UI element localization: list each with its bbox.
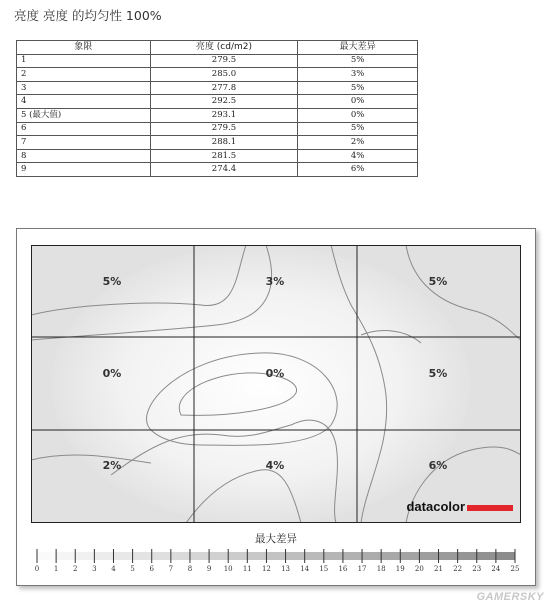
scale-tick-label: 6	[149, 565, 154, 573]
scale-segment	[362, 552, 382, 560]
cell-8-value: 4%	[265, 459, 285, 472]
logo-text: datacolor	[406, 499, 465, 514]
cell-4-value: 0%	[102, 367, 122, 380]
scale-segment	[439, 552, 459, 560]
scale-segment	[381, 552, 401, 560]
scale-tick-label: 1	[53, 565, 59, 573]
cell-max-difference: 5%	[298, 122, 418, 136]
scale-tick-label: 18	[376, 565, 386, 573]
cell-max-difference: 4%	[298, 149, 418, 163]
header-max-difference: 最大差异	[298, 41, 418, 55]
scale-tick-label: 23	[472, 565, 482, 573]
cell-luminance: 279.5	[150, 122, 298, 136]
scale-tick-label: 16	[338, 565, 348, 573]
difference-scale	[31, 547, 521, 581]
cell-quadrant: 9	[17, 163, 151, 177]
cell-quadrant: 6	[17, 122, 151, 136]
scale-segment	[286, 552, 306, 560]
datacolor-logo	[406, 499, 513, 514]
scale-segment	[266, 552, 286, 560]
header-luminance: 亮度 (cd/m2)	[150, 41, 298, 55]
cell-luminance: 292.5	[150, 95, 298, 109]
scale-segment	[94, 552, 114, 560]
cell-max-difference: 5%	[298, 81, 418, 95]
page-title: 亮度 亮度 的均匀性 100%	[14, 8, 162, 23]
cell-max-difference: 2%	[298, 136, 418, 150]
scale-segment	[209, 552, 229, 560]
scale-tick-label: 13	[281, 565, 290, 573]
legend-title: 最大差异	[255, 533, 297, 545]
table-row	[17, 122, 418, 136]
scale-segment	[190, 552, 210, 560]
scale-tick-label: 22	[453, 565, 463, 573]
scale-segment	[343, 552, 363, 560]
cell-max-difference: 0%	[298, 108, 418, 122]
table-row	[17, 108, 418, 122]
cell-quadrant: 5 (最大值)	[17, 108, 151, 122]
uniformity-table	[16, 40, 418, 177]
scale-segment	[458, 552, 478, 560]
table-row	[17, 163, 418, 177]
scale-tick-label: 4	[111, 565, 116, 573]
cell-max-difference: 5%	[298, 54, 418, 68]
scale-segment	[133, 552, 153, 560]
table-row	[17, 54, 418, 68]
table-row	[17, 149, 418, 163]
scale-bar	[31, 547, 521, 565]
cell-luminance: 293.1	[150, 108, 298, 122]
scale-segment	[419, 552, 439, 560]
table-header-row	[17, 41, 418, 55]
cell-5-value: 0%	[265, 367, 285, 380]
scale-segment	[171, 552, 191, 560]
cell-luminance: 274.4	[150, 163, 298, 177]
cell-6-value: 5%	[428, 367, 448, 380]
scale-tick-label: 20	[414, 565, 424, 573]
cell-luminance: 281.5	[150, 149, 298, 163]
scale-segment	[75, 552, 95, 560]
scale-segment	[496, 552, 516, 560]
cell-quadrant: 7	[17, 136, 151, 150]
watermark: GAMERSKY	[476, 591, 544, 603]
table-row	[17, 136, 418, 150]
cell-7-value: 2%	[102, 459, 122, 472]
scale-tick-label: 24	[491, 565, 501, 573]
cell-quadrant: 8	[17, 149, 151, 163]
header-quadrant: 象限	[17, 41, 151, 55]
scale-tick-label: 10	[223, 565, 233, 573]
scale-tick-label: 0	[34, 565, 40, 573]
scale-tick-label: 9	[206, 565, 212, 573]
cell-quadrant: 2	[17, 68, 151, 82]
scale-tick-label: 3	[92, 565, 97, 573]
scale-tick-label: 2	[73, 565, 78, 573]
table-row	[17, 95, 418, 109]
contour-map	[31, 245, 521, 523]
cell-1-value: 5%	[102, 275, 122, 288]
scale-tick-label: 21	[434, 565, 443, 573]
cell-max-difference: 0%	[298, 95, 418, 109]
logo-bar	[467, 505, 513, 511]
cell-quadrant: 3	[17, 81, 151, 95]
scale-segment	[228, 552, 248, 560]
scale-segment	[324, 552, 344, 560]
uniformity-table-container	[16, 40, 418, 177]
cell-quadrant: 1	[17, 54, 151, 68]
uniformity-figure	[16, 228, 536, 586]
scale-tick-label: 7	[168, 565, 174, 573]
scale-segment	[305, 552, 325, 560]
scale-segment	[37, 552, 57, 560]
scale-segment	[56, 552, 76, 560]
scale-tick-label: 12	[261, 565, 271, 573]
scale-tick-label: 19	[395, 565, 405, 573]
scale-tick-label: 8	[187, 565, 193, 573]
scale-tick-label: 15	[319, 565, 329, 573]
scale-tick-label: 14	[300, 565, 310, 573]
cell-max-difference: 3%	[298, 68, 418, 82]
scale-segment	[400, 552, 420, 560]
table-row	[17, 81, 418, 95]
cell-9-value: 6%	[428, 459, 448, 472]
scale-segment	[113, 552, 133, 560]
scale-tick-label: 17	[357, 565, 367, 573]
cell-quadrant: 4	[17, 95, 151, 109]
cell-luminance: 285.0	[150, 68, 298, 82]
scale-tick-label: 5	[130, 565, 135, 573]
cell-3-value: 5%	[428, 275, 448, 288]
cell-luminance: 288.1	[150, 136, 298, 150]
table-row	[17, 68, 418, 82]
cell-max-difference: 6%	[298, 163, 418, 177]
cell-luminance: 279.5	[150, 54, 298, 68]
scale-segment	[152, 552, 172, 560]
cell-2-value: 3%	[265, 275, 285, 288]
scale-segment	[477, 552, 497, 560]
scale-tick-label: 25	[510, 565, 520, 573]
cell-luminance: 277.8	[150, 81, 298, 95]
scale-segment	[247, 552, 267, 560]
scale-tick-label: 11	[242, 565, 252, 573]
